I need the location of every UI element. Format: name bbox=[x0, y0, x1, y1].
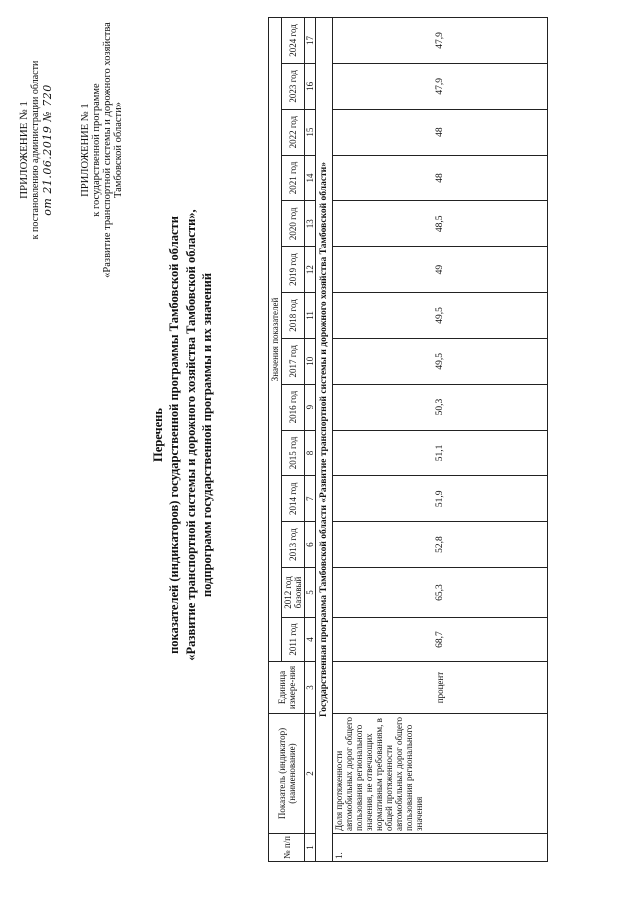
row-value: 48 bbox=[333, 109, 548, 155]
row-value: 47,9 bbox=[333, 63, 548, 109]
appendix-header-decree bbox=[18, 0, 54, 300]
row-value: 49 bbox=[333, 247, 548, 293]
header-year: 2023 год bbox=[282, 63, 305, 109]
column-index: 5 bbox=[305, 568, 316, 618]
row-value: 48,5 bbox=[333, 201, 548, 247]
table-row bbox=[333, 18, 548, 862]
column-index: 12 bbox=[305, 247, 316, 293]
row-unit: процент bbox=[333, 662, 548, 714]
header-year: 2022 год bbox=[282, 109, 305, 155]
row-num: 1. bbox=[333, 834, 548, 862]
column-index: 2 bbox=[305, 714, 316, 834]
row-value: 49,5 bbox=[333, 293, 548, 339]
row-indicator: Доля протяженности автомобильных дорог общего пользования регионального значения, не отвечающих нормативным требованиям, в общей протяженности автомобильных дорог общего пользования регионального значения bbox=[333, 714, 548, 834]
column-index: 1 bbox=[305, 834, 316, 862]
header-unit: Единица измере-ния bbox=[269, 662, 305, 714]
column-index: 10 bbox=[305, 338, 316, 384]
section-title: Государственная программа Тамбовской области «Развитие транспортной системы и дорожного хозяйства Тамбовской области» bbox=[316, 18, 333, 862]
header-year: 2020 год bbox=[282, 201, 305, 247]
header-indicator: Показатель (индикатор) (наименование) bbox=[269, 714, 305, 834]
column-index: 6 bbox=[305, 522, 316, 568]
row-value: 49,5 bbox=[333, 338, 548, 384]
appendix-number: ПРИЛОЖЕНИЕ № 1 bbox=[18, 101, 30, 199]
header-year: 2021 год bbox=[282, 155, 305, 201]
appendix-header-program bbox=[80, 0, 124, 300]
section-row bbox=[316, 18, 333, 862]
column-index-row bbox=[305, 18, 316, 862]
appendix-decree-ref: к постановлению администрации области bbox=[30, 60, 41, 240]
appendix-program-ref: к государственной программе bbox=[91, 83, 102, 217]
row-value: 47,9 bbox=[333, 18, 548, 64]
title-line-4: подпрограмм государственной программы и их значений bbox=[199, 272, 214, 598]
title-line-3: «Развитие транспортной системы и дорожного хозяйства Тамбовской области», bbox=[183, 209, 198, 661]
appendix-number-2: ПРИЛОЖЕНИЕ № 1 bbox=[80, 103, 91, 197]
header-year: 2014 год bbox=[282, 476, 305, 522]
column-index: 13 bbox=[305, 201, 316, 247]
column-index: 4 bbox=[305, 618, 316, 662]
header-num: № п/п bbox=[269, 834, 305, 862]
appendix-program-name: «Развитие транспортной системы и дорожного хозяйства bbox=[102, 22, 113, 278]
header-year: 2019 год bbox=[282, 247, 305, 293]
column-index: 16 bbox=[305, 63, 316, 109]
indicators-table bbox=[268, 17, 548, 862]
column-index: 14 bbox=[305, 155, 316, 201]
header-row-1 bbox=[269, 18, 282, 862]
column-index: 17 bbox=[305, 18, 316, 64]
header-year: 2017 год bbox=[282, 338, 305, 384]
title-line-1: Перечень bbox=[151, 408, 165, 462]
header-year: 2012 год базовый bbox=[282, 568, 305, 618]
header-values-group: Значения показателей bbox=[269, 18, 282, 662]
column-index: 7 bbox=[305, 476, 316, 522]
header-year: 2011 год bbox=[282, 618, 305, 662]
appendix-program-region: Тамбовской области» bbox=[113, 101, 124, 199]
header-year: 2016 год bbox=[282, 384, 305, 430]
header-year: 2018 год bbox=[282, 293, 305, 339]
column-index: 8 bbox=[305, 430, 316, 476]
row-value: 48 bbox=[333, 155, 548, 201]
column-index: 11 bbox=[305, 293, 316, 339]
column-index: 3 bbox=[305, 662, 316, 714]
row-value: 52,8 bbox=[333, 522, 548, 568]
row-value: 51,9 bbox=[333, 476, 548, 522]
column-index: 15 bbox=[305, 109, 316, 155]
header-year: 2013 год bbox=[282, 522, 305, 568]
title-line-2: показателей (индикаторов) государственной программы Тамбовской области bbox=[167, 216, 182, 654]
row-value: 50,3 bbox=[333, 384, 548, 430]
handwritten-date-number: от 21.06.2019 № 720 bbox=[41, 84, 54, 216]
column-index: 9 bbox=[305, 384, 316, 430]
header-year: 2024 год bbox=[282, 18, 305, 64]
row-value: 65,3 bbox=[333, 568, 548, 618]
header-year: 2015 год bbox=[282, 430, 305, 476]
row-value: 68,7 bbox=[333, 618, 548, 662]
row-value: 51,1 bbox=[333, 430, 548, 476]
document-title bbox=[150, 115, 215, 755]
